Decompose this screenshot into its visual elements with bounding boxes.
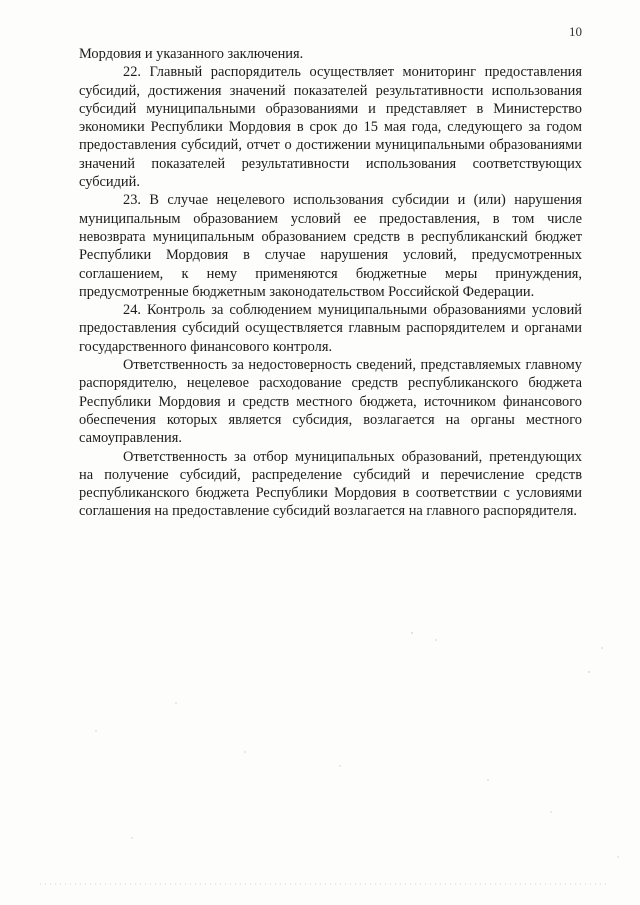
paragraph-24-control: 24. Контроль за соблюдением муниципальными образованиями условий предоставления субсидий осуществляется главным распорядителем и органами государственного финансового контроля.: [79, 302, 582, 355]
paragraph-responsibility-distributor: Ответственность за отбор муниципальных образований, претендующих на получение субсидий, распределение субсидий и перечисление средств республиканского бюджета Республики Мордовия в соответствии с условиями соглашения на предоставление субсидий возлагается на главного распорядителя.: [79, 448, 582, 520]
paragraph-23-misuse: 23. В случае нецелевого использования субсидии и (или) нарушения муниципальным образованием условий ее предоставления, в том числе невозврата муниципальным образованием средств в республиканский бюджет Республики Мордовия в случае нарушения условий, предусмотренных соглашением, к нему применяются бюджетные меры принуждения, предусмотренные бюджетным законодательством Российской Федерации.: [79, 192, 582, 300]
document-body: [79, 45, 582, 521]
paragraph-continuation: Мордовия и указанного заключения.: [79, 46, 304, 62]
page-number: 10: [569, 24, 582, 39]
paragraph-responsibility-local: Ответственность за недостоверность сведений, представляемых главному распорядителю, нецелевое расходование средств республиканского бюджета Республики Мордовия и средств местного бюджета, источником финансового обеспечения которых является субсидия, возлагается на органы местного самоуправления.: [79, 357, 582, 447]
paragraph-22-monitoring: 22. Главный распорядитель осуществляет мониторинг предоставления субсидий, достижения значений показателей результативности использования субсидий муниципальными образованиями и представляет в Министерство экономики Республики Мордовия в срок до 15 мая года, следующего за годом предоставления субсидий, отчет о достижении муниципальными образованиями значений показателей результативности использования соответствующих субсидий.: [79, 64, 582, 191]
